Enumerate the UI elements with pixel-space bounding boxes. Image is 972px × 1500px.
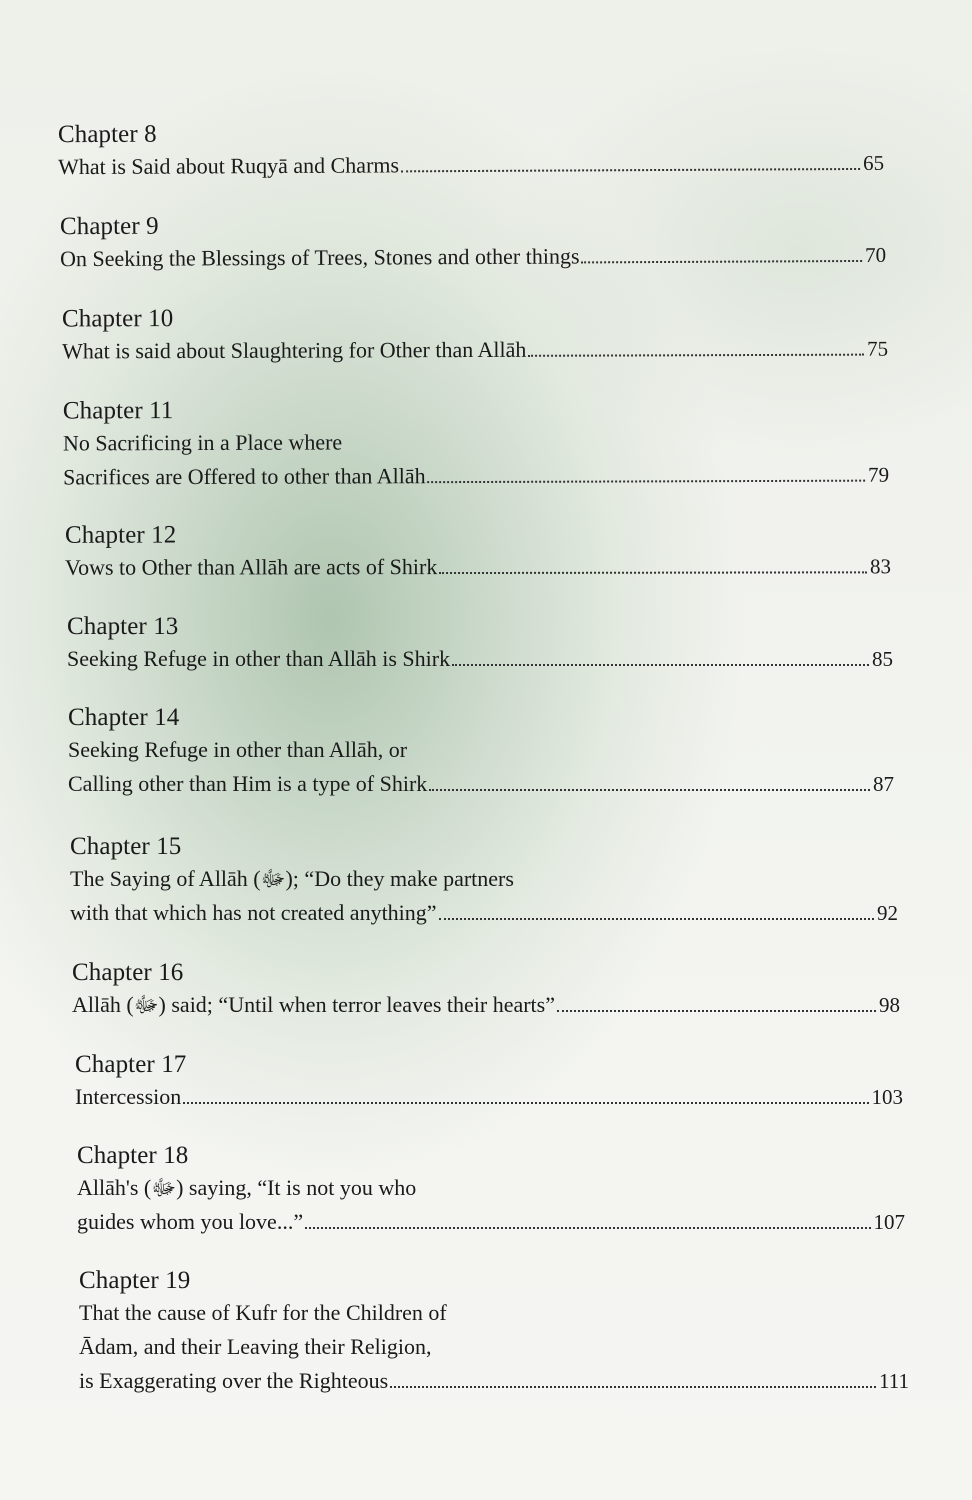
chapter-title-line: Ādam, and their Leaving their Religion, [79, 1334, 432, 1359]
chapter-label: Chapter 12 [64, 521, 177, 549]
dot-leader [305, 1226, 870, 1229]
dot-leader [452, 663, 869, 666]
toc-entry-chapter-15 [70, 832, 898, 930]
entry-line [68, 767, 894, 801]
chapter-label: Chapter 14 [68, 704, 180, 731]
page-number: 92 [877, 901, 898, 925]
page-number: 65 [863, 150, 885, 175]
page-number: 103 [871, 1085, 903, 1109]
dot-leader [557, 1009, 876, 1012]
chapter-title: with that which has not created anything” [70, 900, 437, 925]
page-number: 107 [873, 1210, 905, 1234]
chapter-title-line: That the cause of Kufr for the Children of [79, 1300, 447, 1325]
chapter-title: Allāh (ﷻ) said; “Until when terror leaves their hearts” [72, 992, 555, 1017]
toc-entry-chapter-19 [79, 1266, 909, 1398]
chapter-title: What is Said about Ruqyā and Charms [58, 152, 400, 180]
chapter-title: Intercession [75, 1084, 182, 1109]
toc-entry-chapter-16 [72, 958, 900, 1022]
toc-entry-chapter-12 [65, 519, 891, 584]
page-number: 75 [867, 336, 889, 361]
toc-entry-chapter-18 [77, 1141, 905, 1239]
entry-line [79, 1364, 909, 1398]
dot-leader [582, 259, 863, 263]
entry-line [67, 642, 893, 676]
chapter-label: Chapter 18 [77, 1142, 189, 1169]
chapter-label: Chapter 13 [67, 613, 179, 640]
dot-leader [439, 570, 867, 574]
chapter-title: Calling other than Him is a type of Shirk [68, 771, 428, 796]
dot-leader [183, 1101, 868, 1104]
entry-line [58, 146, 884, 184]
chapter-label: Chapter 17 [75, 1051, 187, 1078]
chapter-label: Chapter 8 [57, 120, 157, 149]
chapter-label: Chapter 19 [79, 1267, 191, 1294]
chapter-title: guides whom you love...” [77, 1209, 304, 1234]
entry-line [72, 988, 900, 1022]
chapter-title-line: No Sacrificing in a Place where [62, 429, 343, 456]
toc-entry-chapter-11 [63, 394, 889, 495]
entry-line [60, 238, 886, 276]
chapter-title: What is said about Slaughtering for Other than Allāh [62, 336, 527, 364]
chapter-title: Seeking Refuge in other than Allāh is Shirk [67, 646, 451, 671]
page-number: 111 [879, 1369, 909, 1393]
chapter-label: Chapter 10 [61, 305, 174, 333]
toc-entry-chapter-13 [67, 612, 893, 676]
chapter-label: Chapter 11 [62, 397, 174, 425]
page-number: 70 [865, 242, 887, 267]
dot-leader [428, 479, 866, 484]
entry-line [70, 896, 898, 930]
toc-entry-chapter-17 [75, 1050, 903, 1114]
entry-line [65, 549, 891, 584]
dot-leader [429, 788, 870, 791]
chapter-title: On Seeking the Blessings of Trees, Stones and other things [60, 243, 580, 272]
toc-entry-chapter-8 [58, 116, 884, 184]
dot-leader [528, 353, 864, 357]
page-number: 79 [868, 462, 890, 487]
dot-leader [401, 167, 860, 172]
chapter-label: Chapter 15 [70, 833, 182, 860]
chapter-title: is Exaggerating over the Righteous [79, 1368, 389, 1393]
entry-line [63, 458, 889, 495]
entry-line [77, 1205, 905, 1239]
dot-leader [439, 917, 874, 920]
chapter-title: Sacrifices are Offered to other than Allāh [63, 463, 426, 490]
page-number: 83 [870, 554, 892, 579]
entry-line [75, 1080, 903, 1114]
toc-entry-chapter-9 [60, 208, 886, 276]
chapter-title: Vows to Other than Allāh are acts of Shirk [65, 554, 438, 580]
chapter-title-line: Allāh's (ﷻ) saying, “It is not you who [77, 1175, 417, 1200]
chapter-label: Chapter 9 [59, 212, 159, 241]
entry-line [62, 332, 888, 369]
chapter-title-line: Seeking Refuge in other than Allāh, or [68, 737, 408, 762]
page-number: 87 [873, 772, 894, 796]
toc-entry-chapter-10 [62, 302, 888, 369]
chapter-title-line: The Saying of Allāh (ﷻ); “Do they make partners [70, 866, 514, 891]
chapter-label: Chapter 16 [72, 959, 184, 986]
page-number: 85 [872, 647, 893, 671]
page-number: 98 [879, 993, 900, 1017]
toc-entry-chapter-14 [68, 703, 894, 801]
dot-leader [390, 1385, 876, 1388]
